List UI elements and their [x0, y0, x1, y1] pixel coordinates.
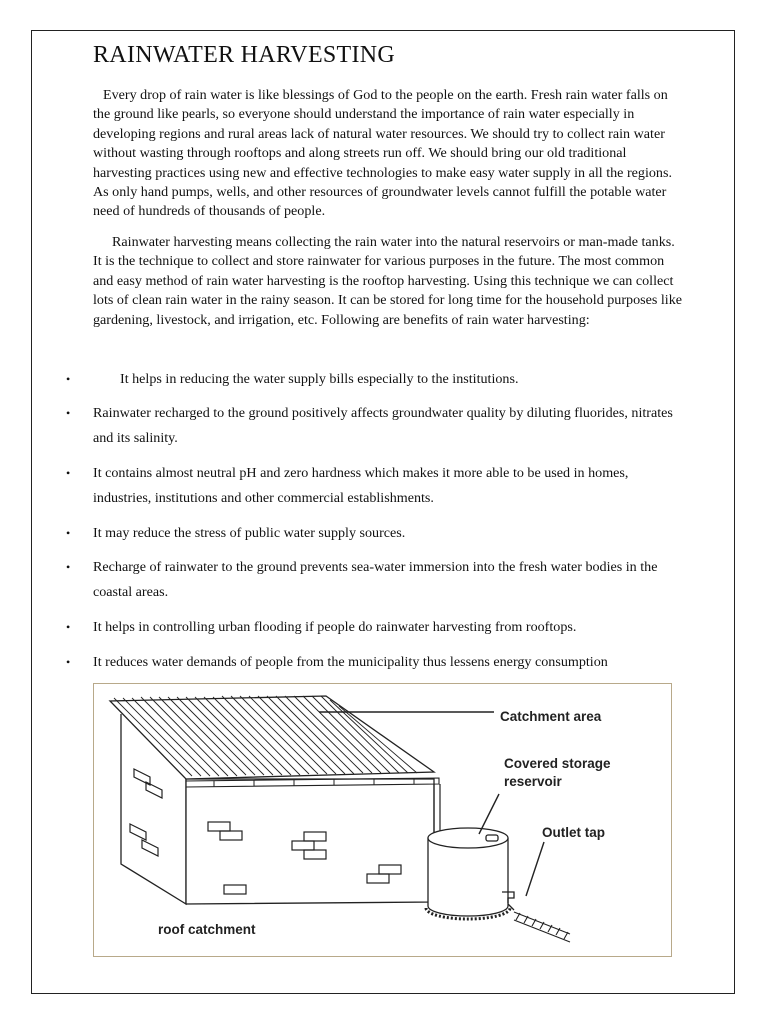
drain-channel — [514, 912, 570, 942]
list-item — [66, 521, 683, 546]
storage-leader-line — [479, 794, 499, 834]
list-item-text: It helps in controlling urban flooding if people do rainwater harvesting from rooftops. — [93, 619, 577, 635]
paragraph-definition: Rainwater harvesting means collecting the rain water into the natural reservoirs or man-made tanks. It is the technique to collect and store rainwater for various purposes in the future. The most common and easy method of rain water harvesting is the rooftop harvesting. Using this technique we can collect lots of clean rain water in the rainy season. It can be stored for long time for the household purposes like gardening, livestock, and irrigation, etc. Following are benefits of rain water harvesting: — [93, 234, 683, 328]
list-item-text: It reduces water demands of people from the municipality thus lessens energy consumption — [93, 654, 608, 670]
paragraph-intro: Every drop of rain water is like blessings of God to the people on the earth. Fresh rain water falls on the ground like pearls, so everyone should understand the importance of rain water especially in developing regions and rural areas lack of natural water resources. We should try to collect rain water without wasting through rooftops and along streets run off. We should bring our old traditional harvesting practices using new and effective technologies to make easy water supply in all the regions. As only hand pumps, wells, and other resources of groundwater levels cannot fulfill the potable water need of hundreds of thousands of people. — [93, 87, 672, 220]
list-item-text: Recharge of rainwater to the ground prevents sea-water immersion into the fresh water bodies in the coastal areas. — [93, 559, 658, 600]
list-item — [66, 461, 683, 511]
storage-label-line2: reservoir — [504, 774, 562, 789]
list-item — [66, 615, 683, 640]
storage-label-line1: Covered storage — [504, 756, 611, 771]
bullet-marker: • — [66, 560, 71, 574]
list-item-text: It helps in reducing the water supply bills especially to the institutions. — [120, 371, 519, 387]
list-item-text: Rainwater recharged to the ground positively affects groundwater quality by diluting fluorides, nitrates and its salinity. — [93, 405, 673, 446]
outlet-leader-line — [526, 842, 544, 896]
bullet-marker: • — [66, 406, 71, 420]
page-title: RAINWATER HARVESTING — [93, 42, 396, 68]
roof-catchment-label: roof catchment — [158, 922, 256, 937]
rainwater-diagram — [93, 683, 672, 957]
catchment-area-label: Catchment area — [500, 709, 602, 724]
bullet-marker: • — [66, 526, 71, 540]
bullet-marker: • — [66, 620, 71, 634]
bullet-marker: • — [66, 372, 71, 386]
list-item — [66, 650, 683, 675]
outlet-tap-label: Outlet tap — [542, 825, 605, 840]
downpipe — [434, 784, 440, 834]
list-item — [66, 401, 683, 451]
storage-tank-icon — [426, 828, 510, 919]
list-item — [66, 367, 683, 392]
list-item-text: It contains almost neutral pH and zero hardness which makes it more able to be used in homes, industries, institutions and other commercial establishments. — [93, 465, 629, 506]
list-item-text: It may reduce the stress of public water supply sources. — [93, 525, 406, 541]
bullet-marker: • — [66, 466, 71, 480]
list-item — [66, 555, 683, 605]
bullet-marker: • — [66, 655, 71, 669]
